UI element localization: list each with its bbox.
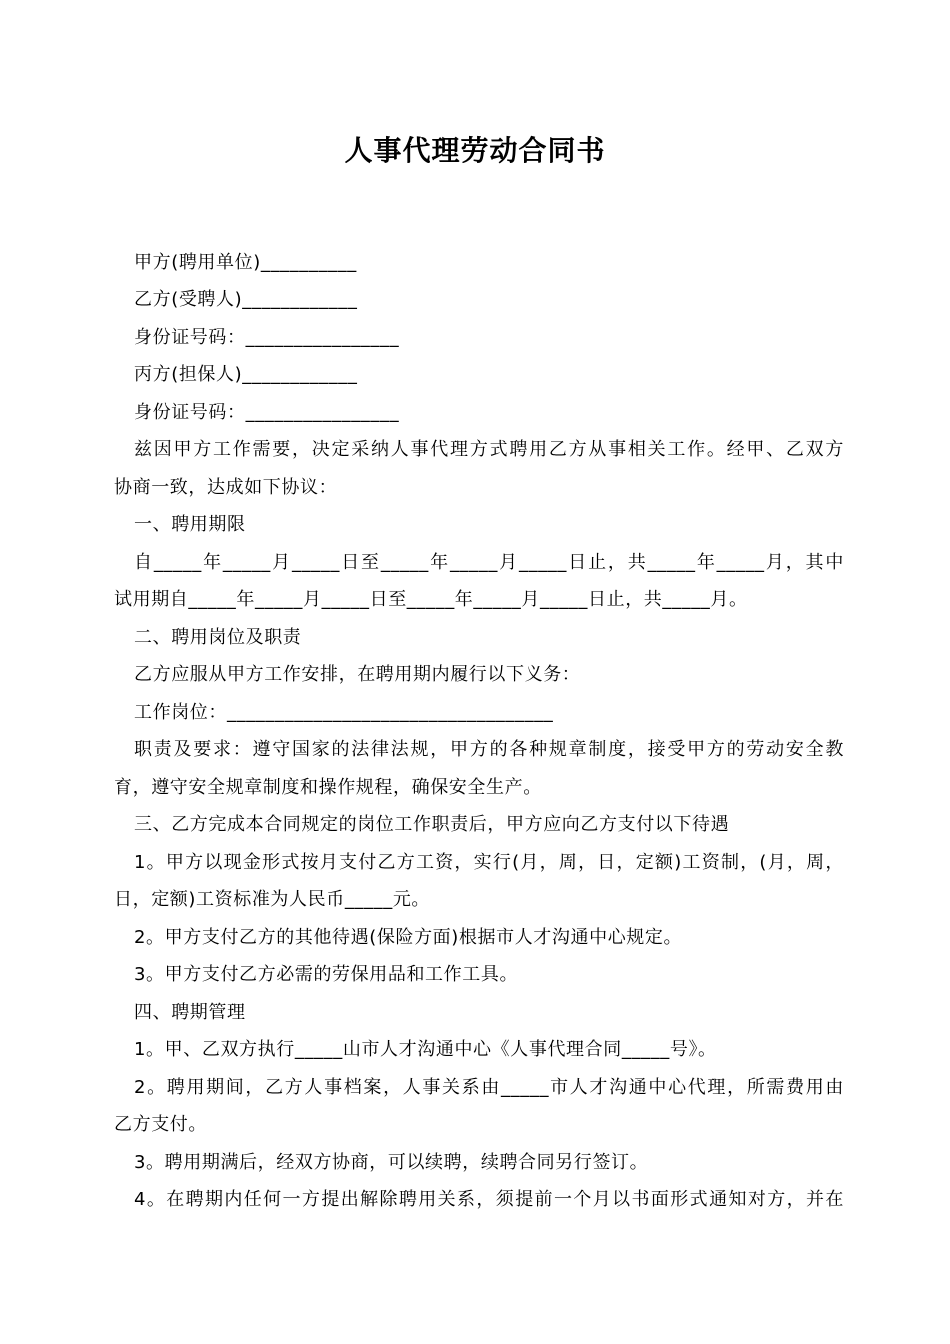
- management-line-3: 3。聘用期满后，经双方协商，可以续聘，续聘合同另行签订。: [134, 1152, 649, 1173]
- term-line-2: 试用期自_____年_____月_____日至_____年_____月_____日止，共_____月。: [114, 589, 748, 610]
- party-c-id-line: 身份证号码：________________: [134, 402, 400, 423]
- management-line-1: 1。甲、乙双方执行_____山市人才沟通中心《人事代理合同_____号》。: [134, 1039, 717, 1060]
- document-title: 人事代理劳动合同书: [344, 134, 606, 167]
- term-line-1: 自_____年_____月_____日至_____年_____月_____日止，共_____年_____月，其中: [134, 552, 844, 573]
- party-c-line: 丙方(担保人)____________: [134, 364, 358, 385]
- party-b-line: 乙方(受聘人)____________: [134, 289, 358, 310]
- management-line-2b: 乙方支付。: [114, 1114, 207, 1135]
- requirements-line-1: 职责及要求：遵守国家的法律法规，甲方的各种规章制度，接受甲方的劳动安全教: [134, 739, 844, 760]
- preamble-line-2: 协商一致，达成如下协议：: [114, 477, 338, 498]
- preamble-line-1: 兹因甲方工作需要，决定采纳人事代理方式聘用乙方从事相关工作。经甲、乙双方: [134, 439, 844, 460]
- equipment-line: 3。甲方支付乙方必需的劳保用品和工作工具。: [134, 964, 519, 985]
- management-line-4: 4。在聘期内任何一方提出解除聘用关系，须提前一个月以书面形式通知对方，并在: [134, 1189, 844, 1210]
- party-b-id-line: 身份证号码：________________: [134, 327, 400, 348]
- salary-line-1: 1。甲方以现金形式按月支付乙方工资，实行(月，周，日，定额)工资制，(月，周，: [134, 852, 844, 873]
- section-heading-2: 二、聘用岗位及职责: [134, 627, 302, 648]
- section-heading-3: 三、乙方完成本合同规定的岗位工作职责后，甲方应向乙方支付以下待遇: [134, 814, 730, 835]
- party-a-line: 甲方(聘用单位)__________: [134, 252, 357, 273]
- requirements-line-2: 育，遵守安全规章制度和操作规程，确保安全生产。: [114, 777, 542, 798]
- position-line: 工作岗位：__________________________________: [134, 702, 554, 723]
- section-heading-4: 四、聘期管理: [134, 1002, 246, 1023]
- duties-intro-line: 乙方应服从甲方工作安排，在聘用期内履行以下义务：: [134, 664, 581, 685]
- section-heading-1: 一、聘用期限: [134, 514, 246, 535]
- benefits-line: 2。甲方支付乙方的其他待遇(保险方面)根据市人才沟通中心规定。: [134, 927, 683, 948]
- management-line-2a: 2。聘用期间，乙方人事档案，人事关系由_____市人才沟通中心代理，所需费用由: [134, 1077, 844, 1098]
- salary-line-2: 日，定额)工资标准为人民币_____元。: [114, 889, 431, 910]
